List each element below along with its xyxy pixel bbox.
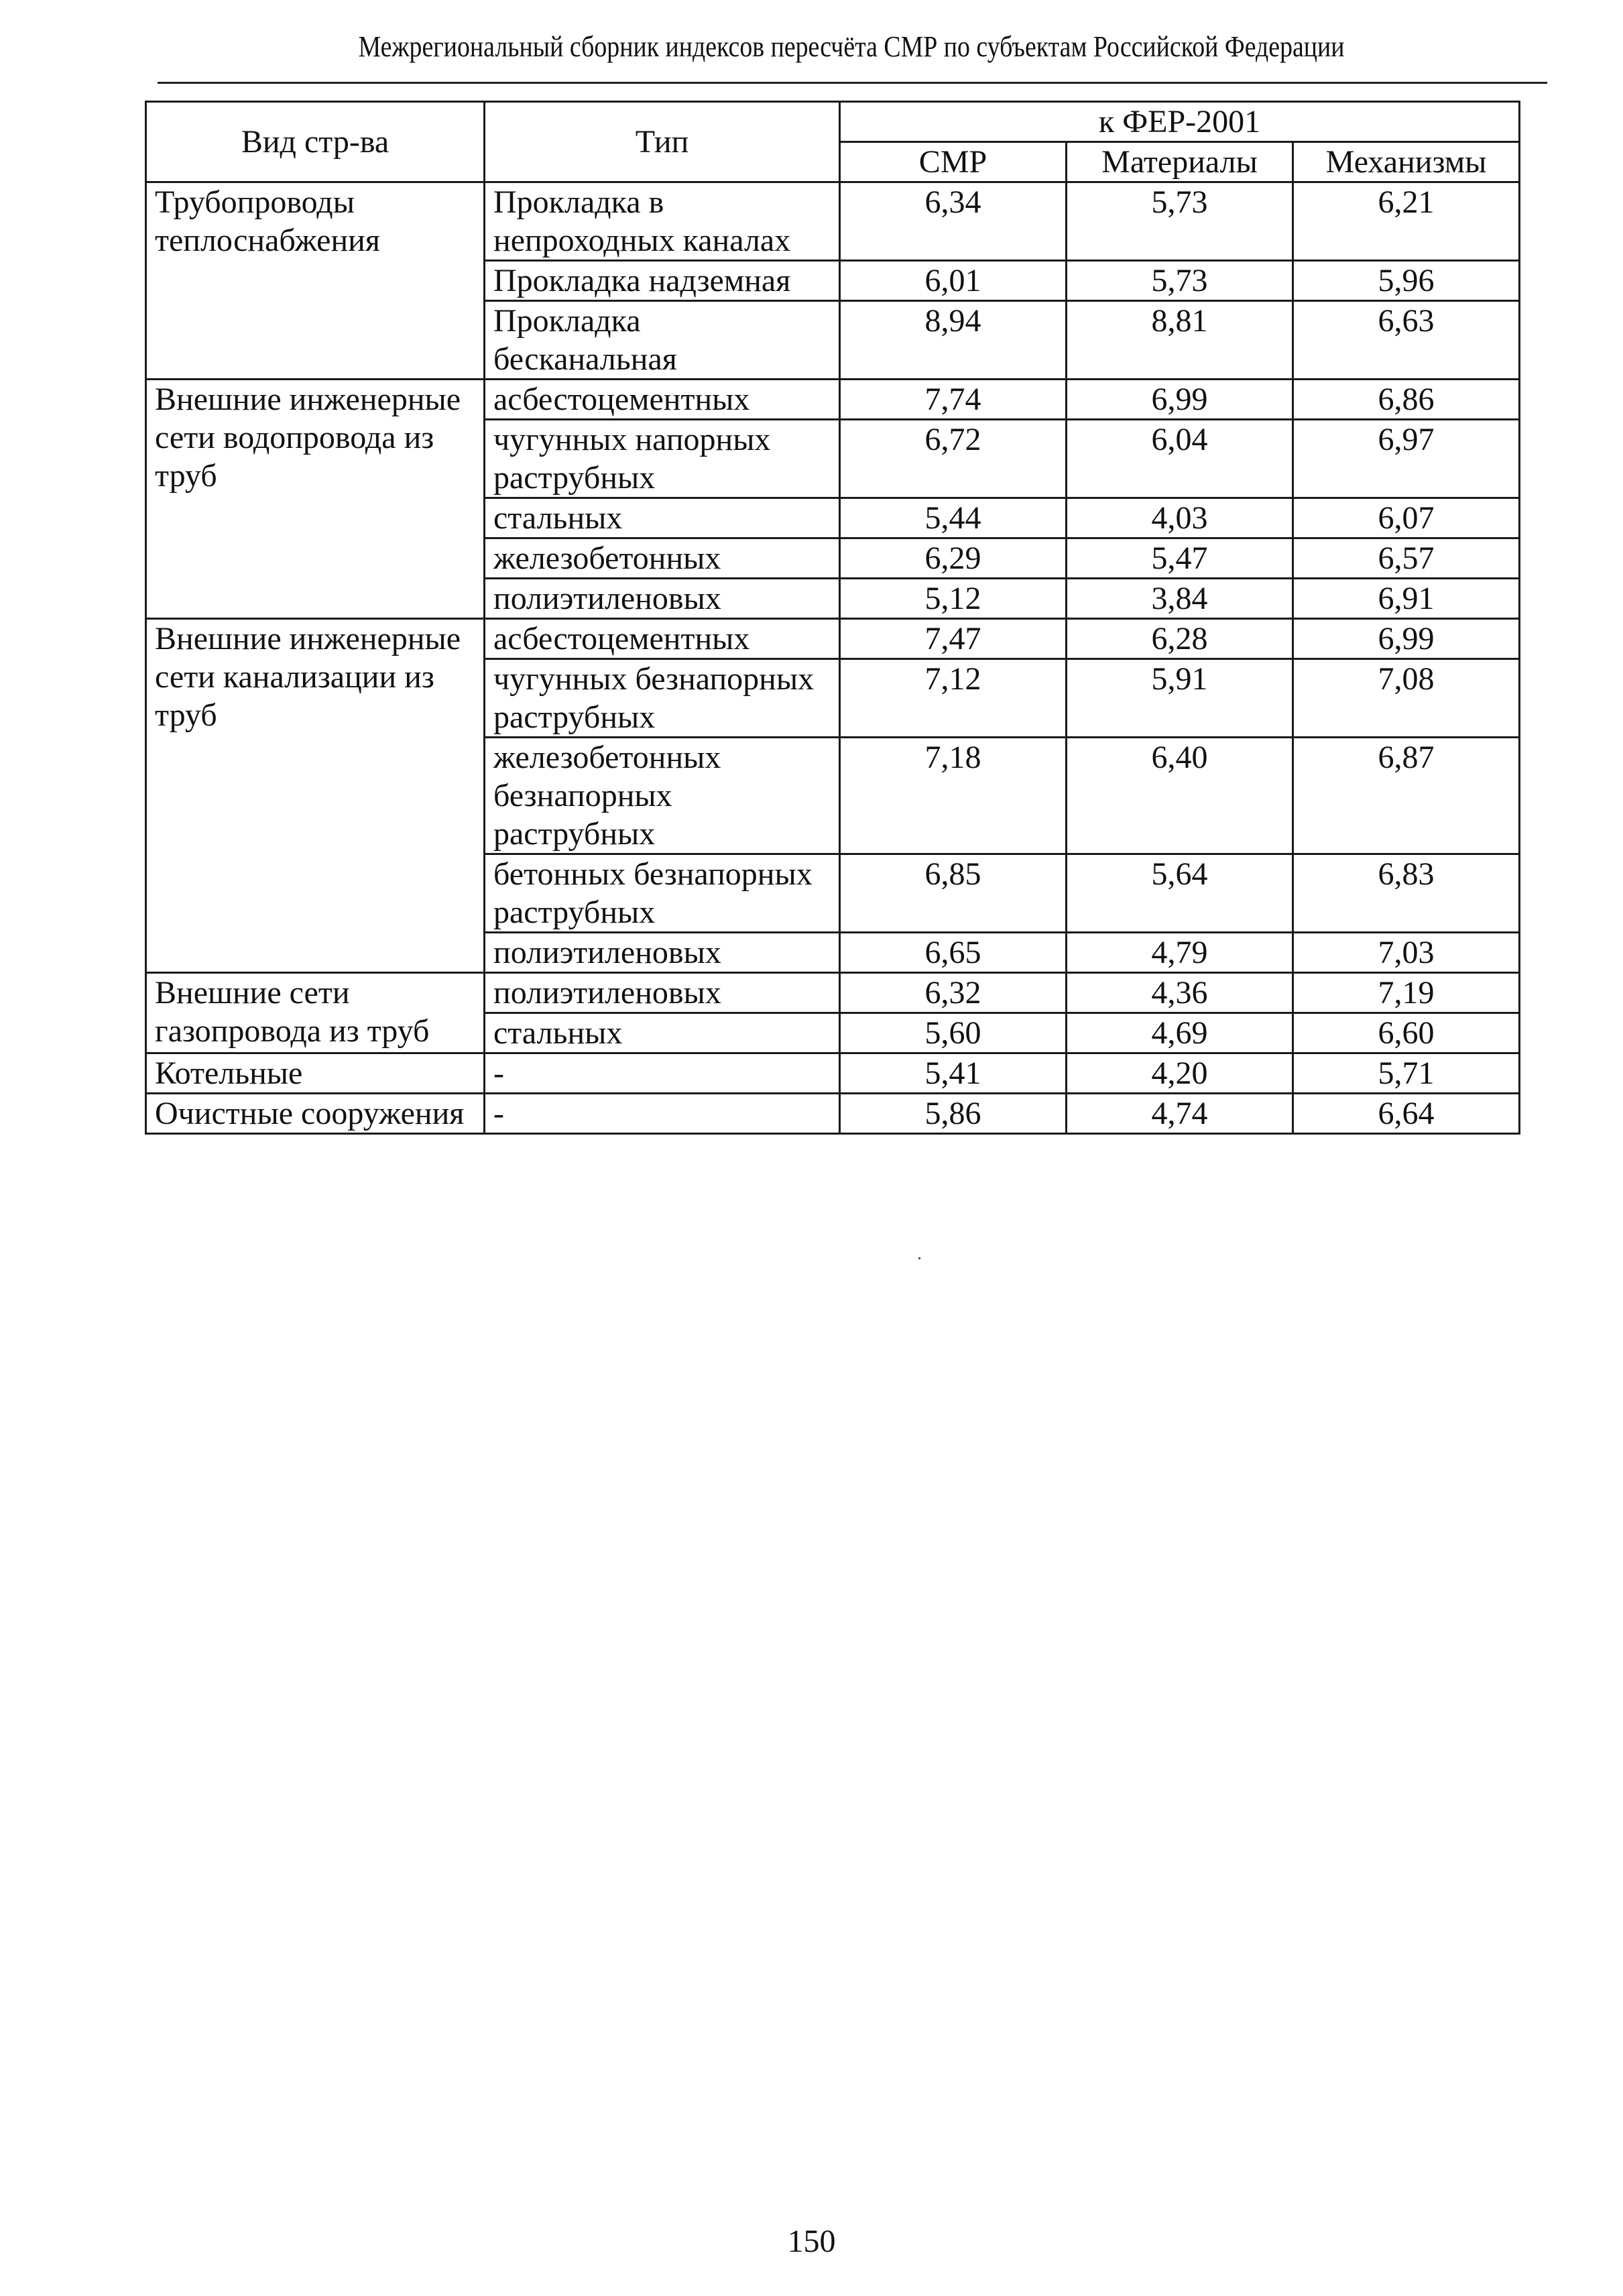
mechanisms-cell: 6,21 (1293, 182, 1520, 261)
table-row (146, 1094, 1520, 1134)
header-materials: Материалы (1067, 142, 1293, 182)
scan-speck (918, 1257, 920, 1259)
type-cell: полиэтиленовых (485, 973, 840, 1013)
materials-cell: 4,69 (1067, 1013, 1293, 1053)
mechanisms-cell: 6,60 (1293, 1013, 1520, 1053)
header-mechanisms: Механизмы (1293, 142, 1520, 182)
mechanisms-cell: 6,63 (1293, 301, 1520, 380)
mechanisms-cell: 6,86 (1293, 380, 1520, 420)
table-row (146, 380, 1520, 420)
header-type: Тип (485, 102, 840, 182)
materials-cell: 4,03 (1067, 498, 1293, 538)
smr-cell: 6,34 (840, 182, 1067, 261)
construction-kind-cell: Внешние инженерные сети водопровода из труб (146, 380, 485, 619)
smr-cell: 6,01 (840, 261, 1067, 301)
materials-cell: 6,99 (1067, 380, 1293, 420)
materials-cell: 5,91 (1067, 659, 1293, 738)
smr-cell: 5,12 (840, 579, 1067, 619)
smr-cell: 7,47 (840, 619, 1067, 659)
type-cell: железобетонных (485, 538, 840, 579)
materials-cell: 4,79 (1067, 933, 1293, 973)
mechanisms-cell: 7,03 (1293, 933, 1520, 973)
mechanisms-cell: 6,97 (1293, 420, 1520, 498)
mechanisms-cell: 6,64 (1293, 1094, 1520, 1134)
smr-cell: 7,12 (840, 659, 1067, 738)
mechanisms-cell: 6,07 (1293, 498, 1520, 538)
type-cell: бетонных безнапорных раструбных (485, 854, 840, 933)
header-rule (158, 82, 1547, 84)
smr-cell: 7,74 (840, 380, 1067, 420)
mechanisms-cell: 7,19 (1293, 973, 1520, 1013)
materials-cell: 4,36 (1067, 973, 1293, 1013)
table-row (146, 182, 1520, 261)
materials-cell: 8,81 (1067, 301, 1293, 380)
construction-kind-cell: Котельные (146, 1053, 485, 1094)
mechanisms-cell: 6,83 (1293, 854, 1520, 933)
type-cell: железобетонных безнапорных раструбных (485, 738, 840, 854)
type-cell: чугунных безнапорных раструбных (485, 659, 840, 738)
materials-cell: 6,28 (1067, 619, 1293, 659)
type-cell: - (485, 1094, 840, 1134)
mechanisms-cell: 5,71 (1293, 1053, 1520, 1094)
smr-cell: 8,94 (840, 301, 1067, 380)
type-cell: Прокладка надземная (485, 261, 840, 301)
materials-cell: 5,64 (1067, 854, 1293, 933)
construction-kind-cell: Внешние сети газопровода из труб (146, 973, 485, 1053)
construction-kind-cell: Внешние инженерные сети канализации из труб (146, 619, 485, 973)
mechanisms-cell: 6,57 (1293, 538, 1520, 579)
type-cell: полиэтиленовых (485, 579, 840, 619)
construction-kind-cell: Очистные сооружения (146, 1094, 485, 1134)
type-cell: стальных (485, 498, 840, 538)
smr-cell: 6,32 (840, 973, 1067, 1013)
mechanisms-cell: 7,08 (1293, 659, 1520, 738)
smr-cell: 5,86 (840, 1094, 1067, 1134)
materials-cell: 4,20 (1067, 1053, 1293, 1094)
construction-kind-cell: Трубопроводы теплоснабжения (146, 182, 485, 380)
type-cell: стальных (485, 1013, 840, 1053)
materials-cell: 5,73 (1067, 182, 1293, 261)
materials-cell: 6,40 (1067, 738, 1293, 854)
type-cell: асбестоцементных (485, 619, 840, 659)
materials-cell: 6,04 (1067, 420, 1293, 498)
header-smr: СМР (840, 142, 1067, 182)
mechanisms-cell: 6,87 (1293, 738, 1520, 854)
smr-cell: 7,18 (840, 738, 1067, 854)
type-cell: - (485, 1053, 840, 1094)
table-row (146, 973, 1520, 1013)
type-cell: полиэтиленовых (485, 933, 840, 973)
smr-cell: 6,29 (840, 538, 1067, 579)
smr-cell: 6,65 (840, 933, 1067, 973)
running-header: Межрегиональный сборник индексов пересчёта СМР по субъектам Российской Федерации (358, 30, 1345, 63)
table-head (146, 102, 1520, 182)
smr-cell: 5,60 (840, 1013, 1067, 1053)
index-table (145, 101, 1520, 1135)
table-body (146, 182, 1520, 1134)
smr-cell: 6,72 (840, 420, 1067, 498)
type-cell: Прокладка в непроходных каналах (485, 182, 840, 261)
smr-cell: 5,41 (840, 1053, 1067, 1094)
page-number: 150 (787, 2224, 836, 2259)
type-cell: Прокладка бесканальная (485, 301, 840, 380)
table-row (146, 1053, 1520, 1094)
smr-cell: 5,44 (840, 498, 1067, 538)
header-kind: Вид стр-ва (146, 102, 485, 182)
mechanisms-cell: 5,96 (1293, 261, 1520, 301)
type-cell: чугунных напорных раструбных (485, 420, 840, 498)
materials-cell: 5,47 (1067, 538, 1293, 579)
smr-cell: 6,85 (840, 854, 1067, 933)
header-group-fer2001: к ФЕР-2001 (840, 102, 1520, 142)
materials-cell: 4,74 (1067, 1094, 1293, 1134)
materials-cell: 5,73 (1067, 261, 1293, 301)
materials-cell: 3,84 (1067, 579, 1293, 619)
table-row (146, 619, 1520, 659)
type-cell: асбестоцементных (485, 380, 840, 420)
mechanisms-cell: 6,91 (1293, 579, 1520, 619)
mechanisms-cell: 6,99 (1293, 619, 1520, 659)
